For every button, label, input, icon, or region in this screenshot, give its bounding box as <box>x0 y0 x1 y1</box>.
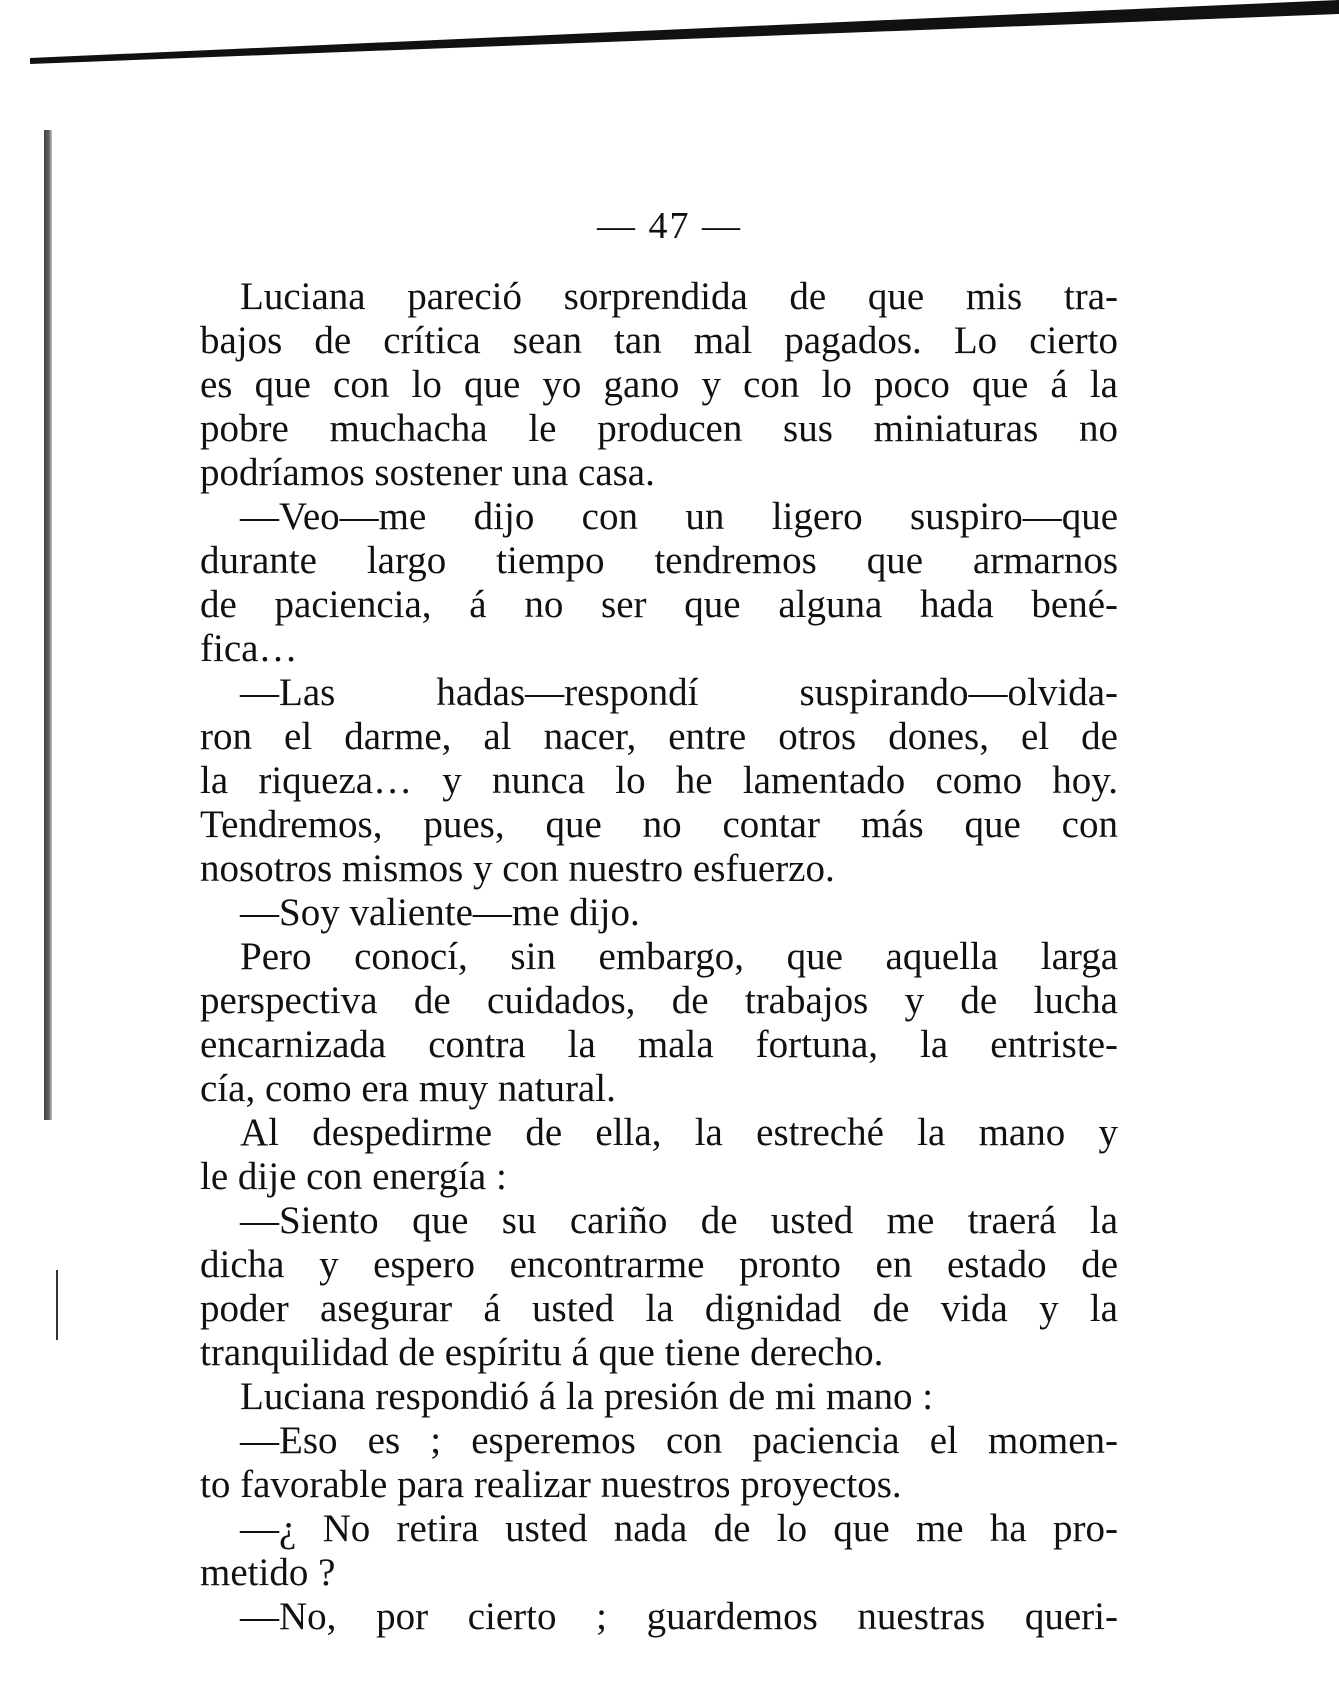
text-line: es que con lo que yo gano y con lo poco que á la <box>200 363 1118 406</box>
text-line: nosotros mismos y con nuestro esfuerzo. <box>200 847 835 890</box>
text-line: fica… <box>200 627 298 670</box>
text-line: de paciencia, á no ser que alguna hada bené- <box>200 583 1118 626</box>
text-line: Luciana pareció sorprendida de que mis tra- <box>240 275 1118 318</box>
page-number: — 47 — <box>597 205 742 247</box>
text-line: —Siento que su cariño de usted me traerá la <box>240 1199 1118 1242</box>
text-line: —Las hadas—respondí suspirando—olvida- <box>240 671 1118 714</box>
text-line: durante largo tiempo tendremos que armarnos <box>200 539 1118 582</box>
page-left-edge-shadow <box>44 130 52 1120</box>
top-border-rule <box>30 0 1339 70</box>
text-line: le dije con energía : <box>200 1155 507 1198</box>
text-line: Al despedirme de ella, la estreché la mano y <box>240 1111 1118 1154</box>
text-line: la riqueza… y nunca lo he lamentado como hoy. <box>200 759 1118 802</box>
body-text <box>200 275 1118 1639</box>
text-line: dicha y espero encontrarme pronto en estado de <box>200 1243 1118 1286</box>
text-line: metido ? <box>200 1551 336 1594</box>
text-line: encarnizada contra la mala fortuna, la entriste- <box>200 1023 1118 1066</box>
text-line: —¿ No retira usted nada de lo que me ha pro- <box>240 1507 1118 1550</box>
text-line: Pero conocí, sin embargo, que aquella larga <box>240 935 1118 978</box>
text-line: to favorable para realizar nuestros proyectos. <box>200 1463 902 1506</box>
text-line: bajos de crítica sean tan mal pagados. Lo cierto <box>200 319 1118 362</box>
text-line: ron el darme, al nacer, entre otros dones, el de <box>200 715 1118 758</box>
text-line: tranquilidad de espíritu á que tiene derecho. <box>200 1331 884 1374</box>
text-line: —Soy valiente—me dijo. <box>240 891 640 934</box>
text-line: perspectiva de cuidados, de trabajos y de lucha <box>200 979 1118 1022</box>
text-line: Tendremos, pues, que no contar más que con <box>200 803 1118 846</box>
page-left-edge-mark <box>56 1270 58 1340</box>
text-line: —No, por cierto ; guardemos nuestras queri- <box>240 1595 1118 1638</box>
text-line: poder asegurar á usted la dignidad de vida y la <box>200 1287 1118 1330</box>
text-line: Luciana respondió á la presión de mi mano : <box>240 1375 934 1418</box>
text-line: cía, como era muy natural. <box>200 1067 616 1110</box>
text-line: —Eso es ; esperemos con paciencia el momen- <box>240 1419 1118 1462</box>
text-line: podríamos sostener una casa. <box>200 451 655 494</box>
text-line: —Veo—me dijo con un ligero suspiro—que <box>240 495 1118 538</box>
text-line: pobre muchacha le producen sus miniaturas no <box>200 407 1118 450</box>
